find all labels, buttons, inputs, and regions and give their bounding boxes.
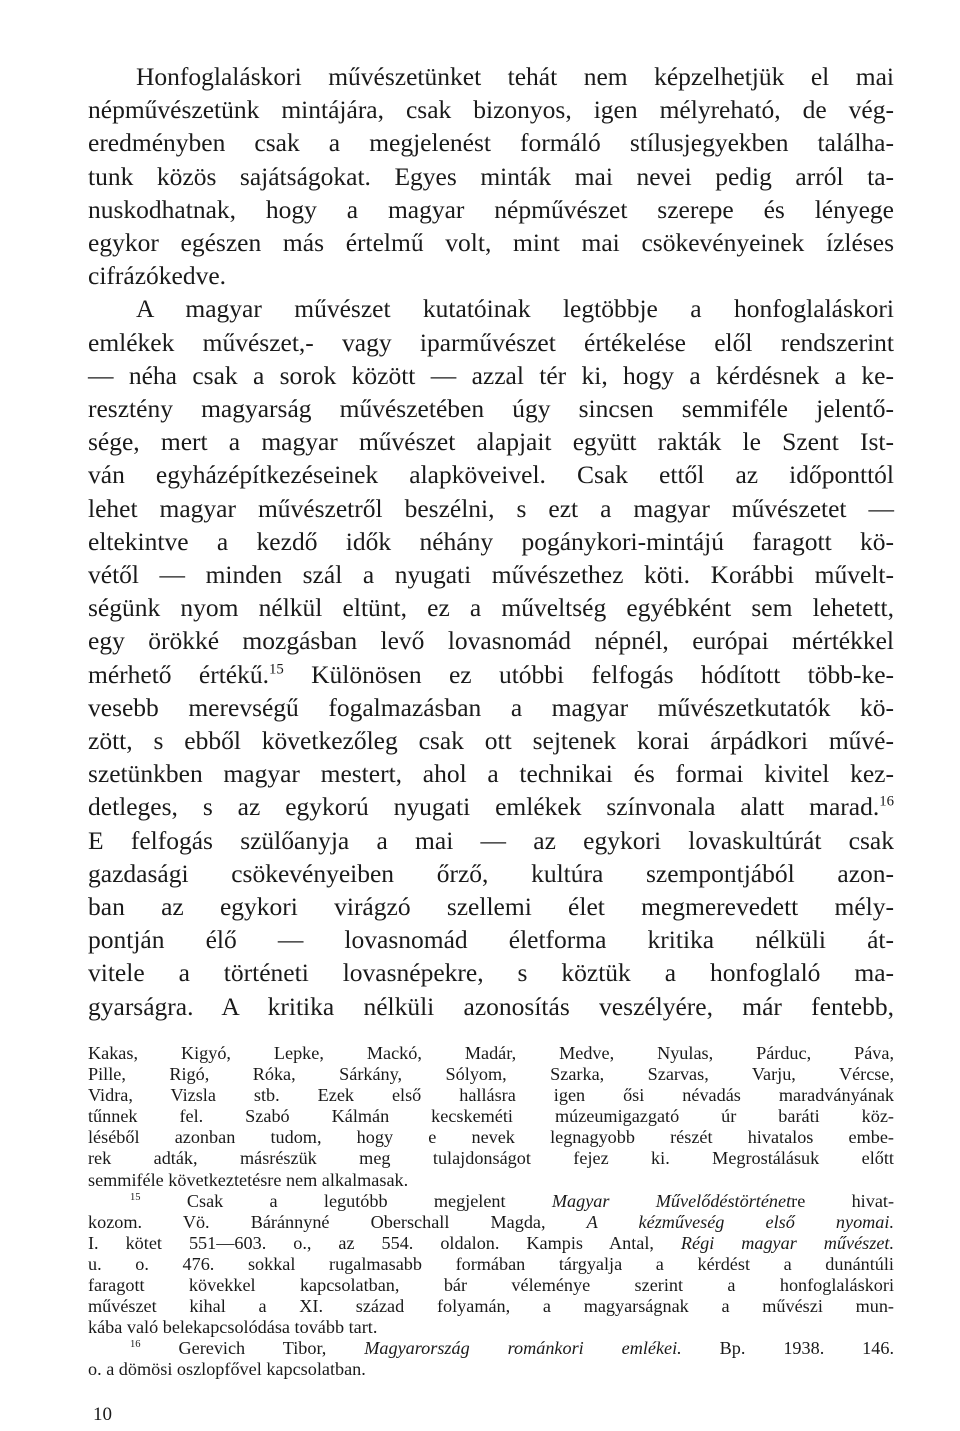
text-segment: kozom. Vö. Báránnyné Oberschall Magda, [88, 1211, 587, 1232]
text-segment: Csak a legutóbb megjelent [186, 1190, 552, 1211]
footnote-ref-15[interactable]: 15 [268, 661, 284, 678]
footnote-line [88, 1233, 894, 1254]
text-line: Honfoglaláskori művészetünket tehát nem képzelhetjük el mai [136, 62, 894, 91]
footnote-line: Vidra, Vizsla stb. Ezek első hallásra igen ősi névadás maradványának [88, 1085, 894, 1106]
footnote-16 [88, 1338, 894, 1359]
text-line: emlékek művészet,- vagy iparművészet értékelése elől rendszerint [88, 327, 894, 357]
text-line: vétől — minden szál a nyugati művészethez köti. Korábbi művelt- [88, 560, 894, 590]
text-line: — néha csak a sorok között — azzal tér ki, hogy a kérdésnek a ke- [88, 360, 894, 390]
text-line: nuskodhatnak, hogy a magyar népművészet szerepe és lényege [88, 194, 894, 224]
text-line: pontján élő — lovasnomád életforma kritika nélküli át- [88, 925, 894, 955]
text-line: szetünkben magyar mestert, ahol a technikai és formai kivitel kez- [88, 759, 894, 789]
footnote-line: Pille, Rigó, Róka, Sárkány, Sólyom, Szarka, Szarvas, Varju, Vércse, [88, 1064, 894, 1085]
text-line: E felfogás szülőanyja a mai — az egykori lovaskultúrát csak [88, 825, 894, 855]
footnotes [88, 1043, 894, 1381]
text-line [88, 658, 894, 691]
text-line: egykor egészen más értelmű volt, mint mai csökevényeinek ízléses [88, 228, 894, 258]
footnote-line: semmiféle következtetésre nem alkalmasak. [88, 1169, 409, 1190]
italic-title: Magyarország románkori emlékei. [364, 1338, 682, 1359]
text-segment: Különösen ez utóbbi felfogás hódított több-ke- [311, 659, 895, 689]
footnote-line: kába való belekapcsolódása tovább tart. [88, 1317, 378, 1338]
page-number: 10 [93, 1404, 112, 1425]
text-line: cifrázókedve. [88, 261, 227, 291]
footnote-number: 16 [130, 1339, 141, 1351]
text-segment: detleges, s az egykorú nyugati emlékek színvonala alatt marad. [88, 792, 880, 822]
text-segment: re hivat- [791, 1190, 894, 1211]
body-text [88, 60, 894, 1023]
footnote-line: u. o. 476. sokkal rugalmasabb formában tárgyalja a kérdést a dunántúli [88, 1253, 894, 1274]
text-line: vesebb merevségű fogalmazásban a magyar művészetkutatók kö- [88, 692, 894, 722]
footnote-15 [88, 1191, 894, 1212]
text-line: gazdasági csökevényeiben őrző, kultúra szempontjából azon- [88, 858, 894, 888]
text-line: lehet magyar művészetről beszélni, s ezt a magyar művészetet — [88, 493, 894, 523]
text-line: zött, s ebből következőleg csak ott sejtenek korai árpádkori művé- [88, 726, 894, 756]
footnote-line: művészet kihal a XI. század folyamán, a magyarságnak a művészi mun- [88, 1296, 894, 1317]
footnote-line: rek adták, másrészük meg tulajdonságot fejez ki. Megrostálásuk előtt [88, 1148, 894, 1169]
text-line: tunk közös sajátságokat. Egyes minták mai nevei pedig arról ta- [88, 161, 894, 191]
footnote-number: 15 [130, 1191, 141, 1203]
text-line: A magyar művészet kutatóinak legtöbbje a honfoglaláskori [136, 294, 894, 324]
text-line: gyarságra. A kritika nélküli azonosítás veszélyére, már fentebb, [88, 991, 894, 1021]
text-line: resztény magyarság művészetében úgy sincsen semmiféle jelentő- [88, 394, 894, 424]
text-line: ségünk nyom nélkül eltünt, ez a műveltség egyébként sem lehetett, [88, 593, 894, 623]
text-line: sége, mert a magyar művészet alapjait együtt rakták le Szent Ist- [88, 427, 894, 457]
italic-title: Magyar Művelődéstörténet [551, 1190, 792, 1211]
footnote-line: léséből azonban tudom, hogy e nevek legnagyobb részét hivatalos embe- [88, 1127, 894, 1148]
text-line: népművészetünk mintájára, csak bizonyos, igen mélyreható, de vég- [88, 95, 894, 125]
text-line: ván egyházépítkezéseinek alapköveivel. Csak ettől az időponttól [88, 460, 894, 490]
text-segment: mérhető értékű. [88, 659, 269, 689]
text-segment: Gerevich Tibor, [178, 1338, 365, 1359]
italic-title: A kézműveség első nyomai. [586, 1211, 894, 1232]
footnote-line: Kakas, Kigyó, Lepke, Mackó, Madár, Medve, Nyulas, Párduc, Páva, [88, 1043, 894, 1063]
text-line: egy örökké mozgásban levő lovasnomád népnél, európai mértékkel [88, 626, 894, 656]
text-line [88, 790, 894, 823]
text-line: ban az egykori virágzó szellemi élet megmerevedett mély- [88, 892, 894, 922]
footnote-ref-16[interactable]: 16 [879, 793, 894, 810]
italic-title: Régi magyar művészet. [680, 1232, 894, 1253]
footnote-line: faragott kövekkel kapcsolatban, bár véleménye szerint a honfoglaláskori [88, 1275, 894, 1296]
text-line: eltekintve a kezdő idők néhány pogánykori-mintájú faragott kö- [88, 526, 894, 556]
text-line: vitele a történeti lovasnépekre, s köztük a honfoglaló ma- [88, 958, 894, 988]
text-segment: I. kötet 551—603. o., az 554. oldalon. Kampis Antal, [88, 1232, 681, 1253]
footnote-line: o. a dömösi oszlopfővel kapcsolatban. [88, 1359, 366, 1380]
footnote-line [88, 1212, 894, 1233]
text-segment: Bp. 1938. 146. [681, 1338, 895, 1359]
text-line: eredményben csak a megjelenést formáló stílusjegyekben találha- [88, 128, 894, 158]
footnote-line: tűnnek fel. Szabó Kálmán kecskeméti múzeumigazgató úr baráti köz- [88, 1106, 894, 1127]
